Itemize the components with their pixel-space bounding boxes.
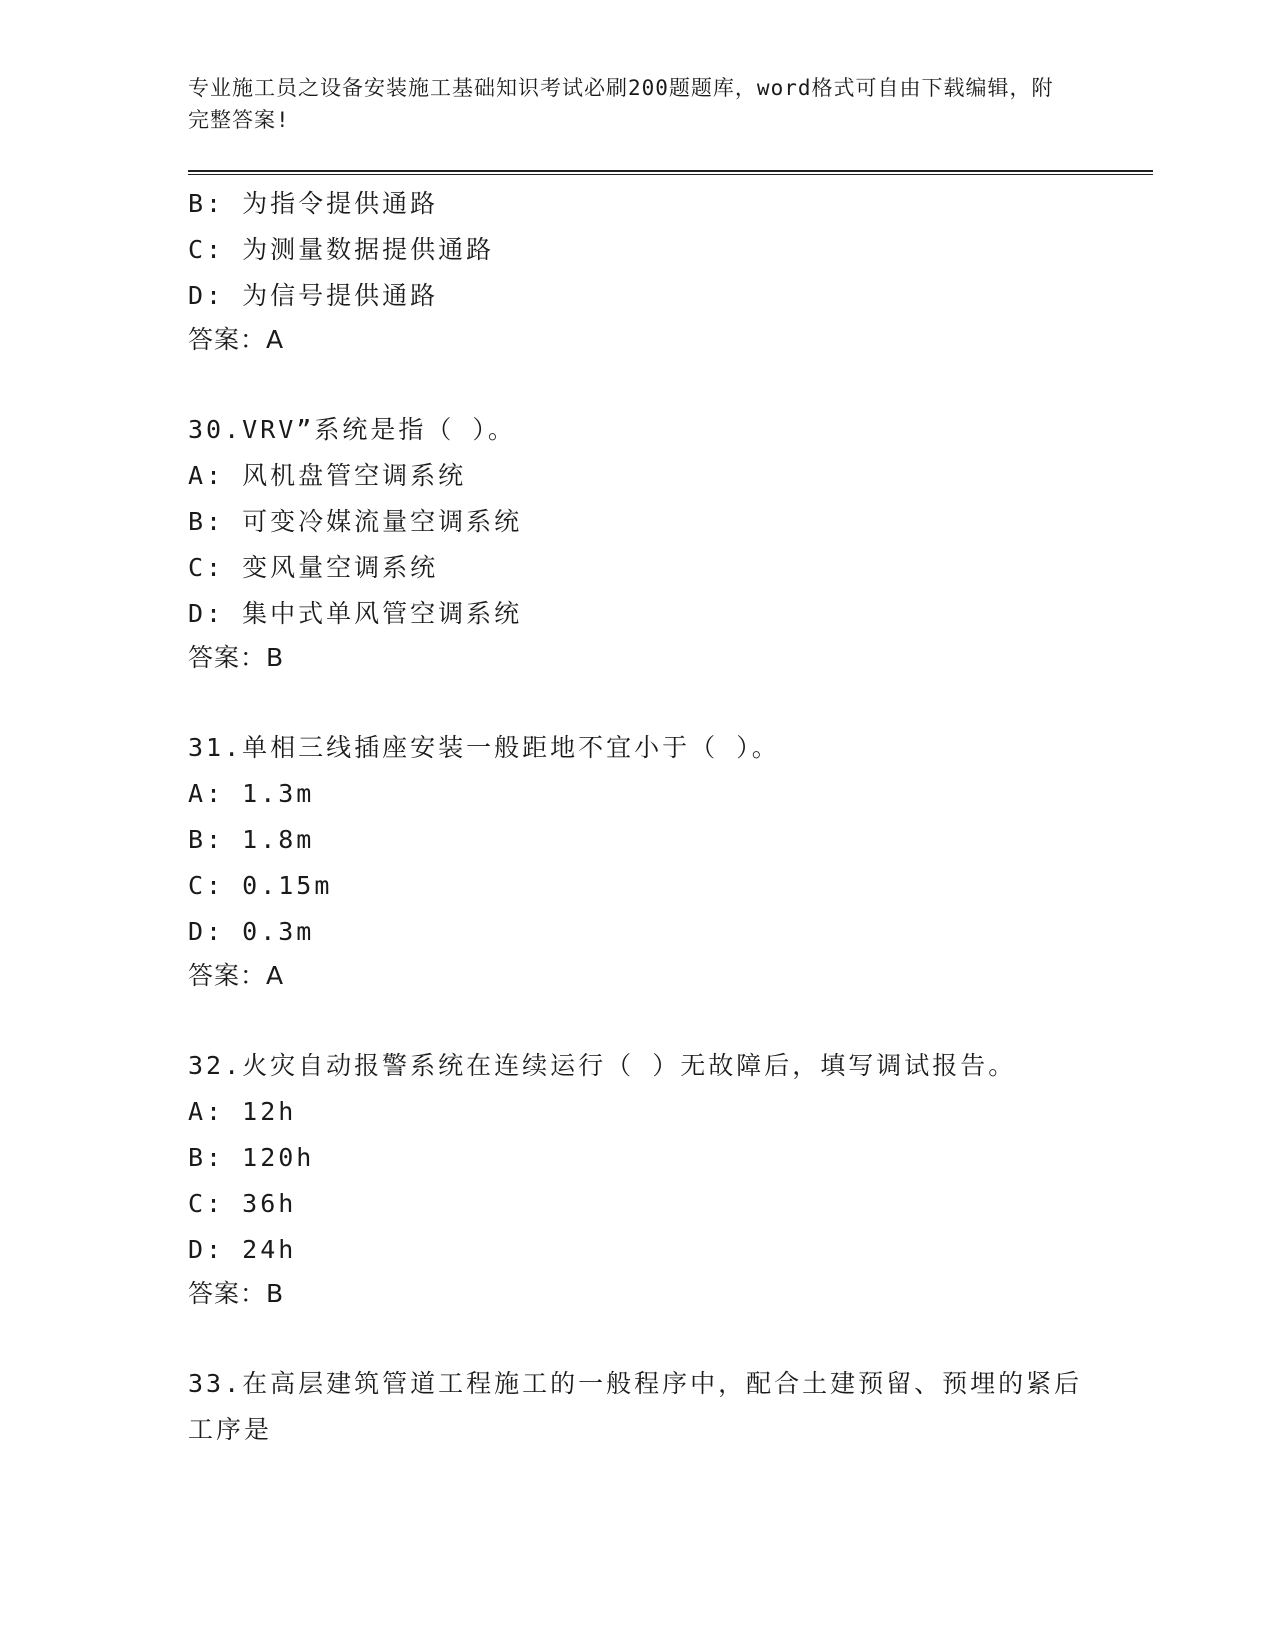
- question-block-33: [188, 1361, 1153, 1453]
- question-block-32: [188, 1043, 1153, 1315]
- option-a: A: 1.3m: [188, 779, 315, 808]
- option-b: B: 120h: [188, 1143, 315, 1172]
- option-c: C: 为测量数据提供通路: [188, 235, 495, 264]
- answer-line: 答案：B: [188, 1279, 285, 1308]
- option-b: B: 可变冷媒流量空调系统: [188, 507, 523, 536]
- question-title: 31.单相三线插座安装一般距地不宜小于（ ）。: [188, 733, 780, 762]
- option-c: C: 变风量空调系统: [188, 553, 439, 582]
- answer-line: 答案：B: [188, 643, 285, 672]
- question-block-30: [188, 407, 1153, 679]
- option-c: C: 0.15m: [188, 871, 333, 900]
- answer-line: 答案：A: [188, 325, 285, 354]
- answer-line: 答案：A: [188, 961, 285, 990]
- question-block-31: [188, 725, 1153, 997]
- option-d: D: 0.3m: [188, 917, 315, 946]
- header-divider: [188, 170, 1153, 175]
- question-title: 30.VRV”系统是指（ ）。: [188, 415, 516, 444]
- question-list: [188, 181, 1153, 1453]
- document-header: 专业施工员之设备安装施工基础知识考试必刷200题题库，word格式可自由下载编辑，附完整答案!: [188, 76, 1054, 132]
- option-a: A: 风机盘管空调系统: [188, 461, 467, 490]
- option-b: B: 为指令提供通路: [188, 189, 439, 218]
- option-d: D: 集中式单风管空调系统: [188, 599, 523, 628]
- option-d: D: 为信号提供通路: [188, 281, 439, 310]
- option-d: D: 24h: [188, 1235, 297, 1264]
- option-a: A: 12h: [188, 1097, 297, 1126]
- question-title: 32.火灾自动报警系统在连续运行（ ）无故障后，填写调试报告。: [188, 1051, 1017, 1080]
- question-block-29: [188, 181, 1153, 361]
- option-c: C: 36h: [188, 1189, 297, 1218]
- question-title: 33.在高层建筑管道工程施工的一般程序中，配合土建预留、预埋的紧后工序是: [188, 1369, 1083, 1444]
- document-page: [188, 72, 1153, 1453]
- option-b: B: 1.8m: [188, 825, 315, 854]
